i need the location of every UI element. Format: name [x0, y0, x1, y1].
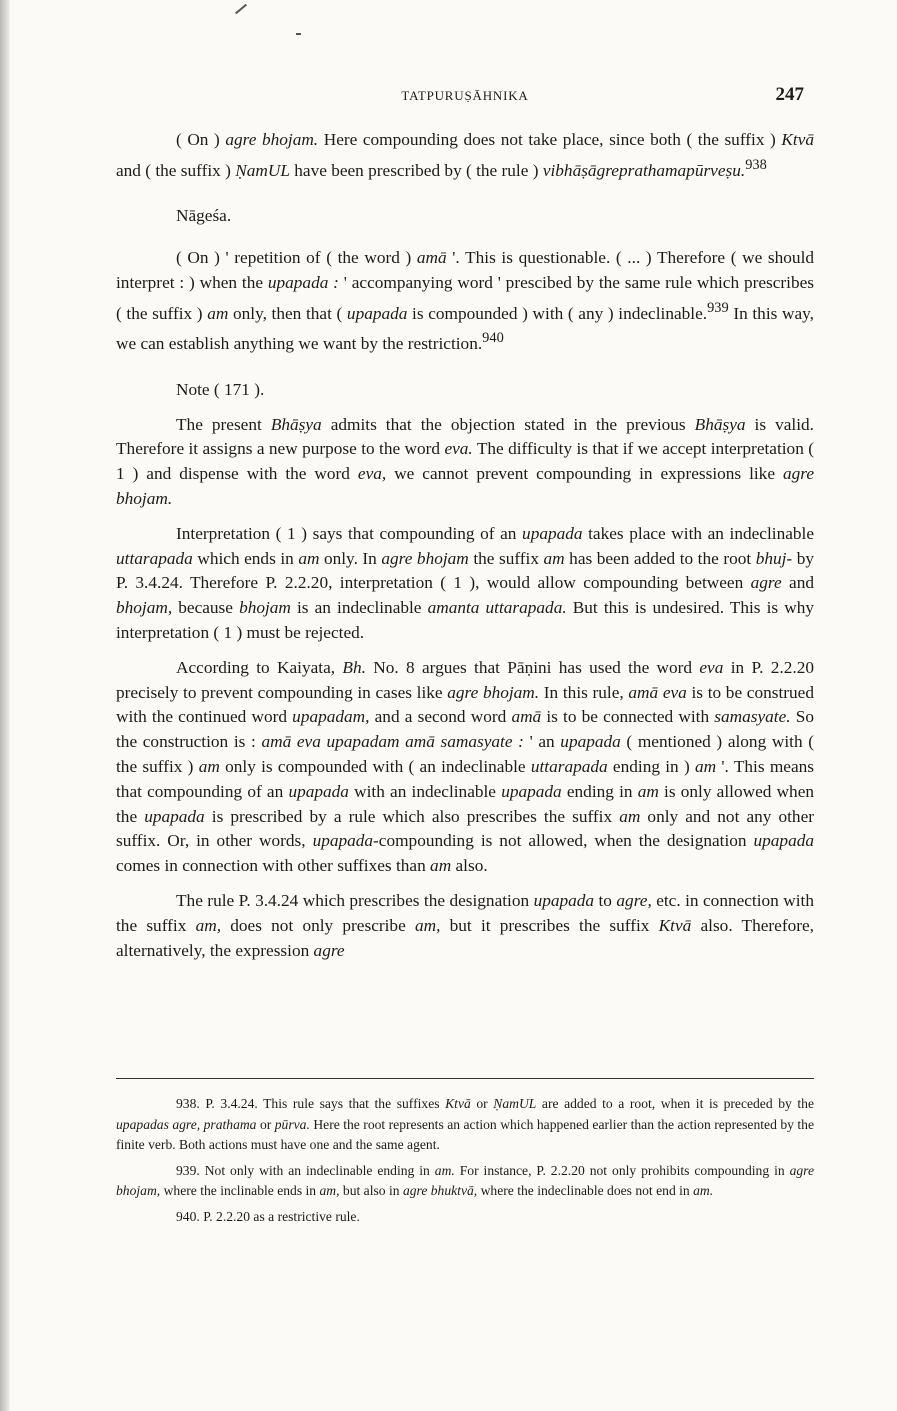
- italic-term: agre,: [616, 891, 652, 911]
- italic-term: uttarapada: [116, 548, 193, 568]
- italic-term: agre bhojam.: [225, 130, 319, 149]
- text-run: we cannot prevent compounding in expressions like: [386, 464, 783, 484]
- italic-term: am,: [319, 1183, 340, 1198]
- italic-term: am,: [195, 915, 222, 935]
- italic-term: bhojam,: [116, 598, 173, 618]
- text-run: only. In: [319, 548, 382, 568]
- text-run: is prescribed by a rule which also prescribes the suffix: [204, 806, 620, 826]
- italic-term: agre bhojam.: [116, 464, 814, 509]
- italic-term: eva: [699, 657, 724, 677]
- italic-term: am: [619, 806, 641, 826]
- page-left-edge: [0, 0, 10, 1411]
- text-run: takes place with an indeclinable: [582, 523, 814, 543]
- text-run: ( On ): [176, 130, 226, 149]
- footnote-938: [116, 1094, 814, 1156]
- text-run: etc. in connection with the suffix: [116, 891, 814, 935]
- italic-term: agre bhojam,: [116, 1162, 814, 1198]
- text-run: comes in connection with other suffixes than: [116, 856, 431, 876]
- italic-term: Bhāṣya: [270, 414, 322, 434]
- italic-term: am,: [414, 915, 441, 935]
- italic-term: upapada: [522, 523, 583, 543]
- text-run: Here the root represents an action which happened earlier than the action represented by the finite verb. Both actions must have one and the same agent.: [116, 1116, 814, 1152]
- italic-term: upapada: [288, 781, 349, 801]
- italic-term: amā: [511, 707, 542, 727]
- italic-term: am: [695, 757, 717, 777]
- text-run: only and not any other suffix. Or, in other words,: [116, 806, 814, 851]
- body-text: [116, 128, 814, 963]
- paragraph-rule-3-4-24: [116, 889, 814, 963]
- text-run: For instance, P. 2.2.20 not only prohibits compounding in: [454, 1162, 790, 1178]
- running-head: [116, 84, 814, 109]
- italic-term: upapada: [346, 303, 408, 323]
- text-run: are added to a root, when it is preceded by the: [536, 1096, 814, 1111]
- text-run: where the indeclinable does not end in: [477, 1183, 694, 1198]
- italic-term: upapada :: [267, 272, 339, 292]
- italic-term: Ktvā: [781, 130, 815, 149]
- footnote-divider: [116, 1078, 814, 1079]
- text-run: In this rule,: [539, 682, 629, 702]
- italic-term: am: [198, 757, 220, 777]
- text-run: is valid. Therefore it assigns a new purpose to the word: [116, 414, 814, 459]
- text-run: The rule P. 3.4.24 which prescribes the designation: [176, 891, 534, 911]
- text-run: only is compounded with ( an indeclinable: [219, 757, 531, 777]
- italic-term: eva.: [444, 439, 473, 459]
- text-run: 939. Not only with an indeclinable ending in: [176, 1162, 435, 1178]
- italic-term: Ktvā: [445, 1096, 471, 1111]
- text-run: According to Kaiyata,: [176, 657, 343, 677]
- italic-term: Ktvā: [658, 915, 692, 935]
- text-run: with an indeclinable: [348, 781, 502, 801]
- text-run: '. This is questionable. ( ... ) Therefore ( we should interpret : ) when the: [116, 248, 815, 292]
- text-run: but it prescribes the suffix: [440, 915, 659, 935]
- italic-term: Bh.: [342, 657, 366, 677]
- italic-term: upapada: [560, 732, 621, 752]
- italic-term: upapada: [753, 831, 814, 851]
- text-run: '. This means that compounding of an: [116, 757, 814, 801]
- text-run: also.: [451, 856, 488, 876]
- text-run: and a second word: [369, 707, 512, 727]
- italic-term: am: [637, 781, 659, 801]
- italic-term: agre: [313, 940, 345, 960]
- footnote-ref-940: 940: [482, 330, 504, 347]
- italic-term: amā eva upapadam amā samasyate :: [261, 732, 524, 752]
- footnote-ref-938: 938: [745, 156, 767, 173]
- footnote-939: [116, 1161, 814, 1202]
- text-run: ( On ) ' repetition of ( the word ): [176, 248, 417, 268]
- nagesa-label: Nāgeśa.: [176, 206, 232, 226]
- text-run: But this is undesired. This is why interpretation ( 1 ) must be rejected.: [116, 598, 814, 643]
- text-run: is only allowed when the: [116, 781, 815, 826]
- italic-term: samasyate.: [714, 707, 791, 727]
- text-run: to: [594, 891, 617, 911]
- page-number: 247: [775, 84, 804, 105]
- text-run: In this way, we can establish anything we want by the restriction.: [116, 303, 814, 354]
- note-label: Note ( 171 ).: [176, 379, 265, 399]
- italic-term: am: [430, 856, 452, 876]
- italic-term: agre: [750, 573, 782, 593]
- italic-term: am: [207, 303, 229, 323]
- text-run: ending in ): [607, 757, 696, 777]
- text-run: or: [256, 1116, 275, 1132]
- italic-term: am.: [434, 1162, 455, 1178]
- running-title: TATPURUṢĀHNIKA: [401, 88, 529, 103]
- italic-term: upapada: [312, 831, 374, 851]
- text-run: but also in: [339, 1183, 403, 1198]
- italic-term: upapada: [533, 891, 595, 911]
- text-run: is compounded ) with ( any ) indeclinable.: [407, 303, 708, 323]
- text-run: have been prescribed by ( the rule ): [289, 160, 543, 180]
- text-run: which ends in: [192, 548, 299, 568]
- text-run: where the inclinable ends in: [160, 1183, 320, 1198]
- stray-mark: [235, 4, 247, 15]
- text-run: has been added to the root: [564, 548, 756, 568]
- text-run: admits that the objection stated in the previous: [321, 414, 695, 434]
- text-run: ending in: [561, 781, 638, 801]
- text-run: only, then that (: [228, 303, 347, 323]
- paragraph-nagesa: [116, 246, 814, 357]
- paragraph-agre-bhojam: [116, 128, 814, 183]
- text-run: No. 8 argues that Pāṇini has used the word: [365, 657, 700, 677]
- text-run: because: [172, 598, 240, 618]
- text-run: The difficulty is that if we accept interpretation ( 1 ) and dispense with the word: [116, 439, 814, 484]
- text-run: ' an: [523, 732, 561, 752]
- text-run: Here compounding does not take place, since both ( the suffix ): [318, 130, 782, 149]
- text-run: ' accompanying word ' prescibed by the same rule which prescribes ( the suffix ): [116, 272, 814, 323]
- italic-term: upapada: [144, 806, 205, 826]
- text-run: is an indeclinable: [290, 598, 428, 618]
- text-run: 940. P. 2.2.20 as a restrictive rule.: [176, 1208, 360, 1224]
- text-run: or: [470, 1096, 494, 1111]
- text-run: Interpretation ( 1 ) says that compounding of an: [176, 523, 523, 543]
- italic-term: amā: [416, 248, 447, 268]
- italic-term: amanta uttarapada.: [427, 598, 567, 618]
- italic-term: agre bhuktvā,: [402, 1183, 478, 1198]
- paragraph-kaiyata: [116, 656, 814, 879]
- footnotes: [116, 1094, 814, 1232]
- text-run: also. Therefore, alternatively, the expression: [116, 915, 814, 960]
- text-run: and ( the suffix ): [116, 160, 236, 180]
- italic-term: vibhāṣāgreprathamapūrveṣu.: [542, 160, 746, 180]
- italic-term: bhuj-: [755, 548, 793, 568]
- italic-term: am: [298, 548, 320, 568]
- italic-term: eva,: [357, 464, 387, 484]
- text-run: in P. 2.2.20 precisely to prevent compounding in cases like: [116, 657, 814, 702]
- italic-term: uttarapada: [530, 757, 608, 777]
- text-run: -compounding is not allowed, when the designation: [373, 831, 754, 851]
- text-run: is to be connected with: [541, 707, 715, 727]
- italic-term: upapadam,: [292, 707, 370, 727]
- italic-term: upapadas agre, prathama: [116, 1116, 257, 1132]
- italic-term: Bhāṣya: [694, 414, 746, 434]
- italic-term: upapada: [501, 781, 562, 801]
- italic-term: agre bhojam: [381, 548, 469, 568]
- text-run: ( mentioned ) along with ( the suffix ): [116, 732, 814, 777]
- italic-term: ṆamUL: [235, 160, 290, 180]
- italic-term: pūrva.: [274, 1116, 310, 1132]
- text-run: is to be construed with the continued word: [116, 682, 814, 727]
- text-run: does not only prescribe: [221, 915, 415, 935]
- footnote-940: [116, 1207, 814, 1228]
- paragraph-note-intro: [116, 413, 814, 512]
- text-run: 938. P. 3.4.24. This rule says that the suffixes: [176, 1096, 446, 1111]
- text-run: The present: [176, 414, 271, 434]
- stray-mark: [296, 33, 301, 35]
- text-run: by P. 3.4.24. Therefore P. 2.2.20, interpretation ( 1 ), would allow compounding between: [116, 548, 815, 593]
- paragraph-interpretation: [116, 522, 814, 646]
- text-run: the suffix: [468, 548, 544, 568]
- footnote-ref-939: 939: [707, 299, 729, 316]
- italic-term: agre bhojam.: [447, 682, 540, 702]
- text-run: and: [781, 573, 814, 593]
- italic-term: bhojam: [239, 598, 291, 618]
- italic-term: amā eva: [628, 682, 687, 702]
- text-run: So the construction is :: [116, 707, 814, 752]
- italic-term: am.: [693, 1183, 714, 1198]
- italic-term: ṆamUL: [493, 1096, 537, 1111]
- italic-term: am: [543, 548, 565, 568]
